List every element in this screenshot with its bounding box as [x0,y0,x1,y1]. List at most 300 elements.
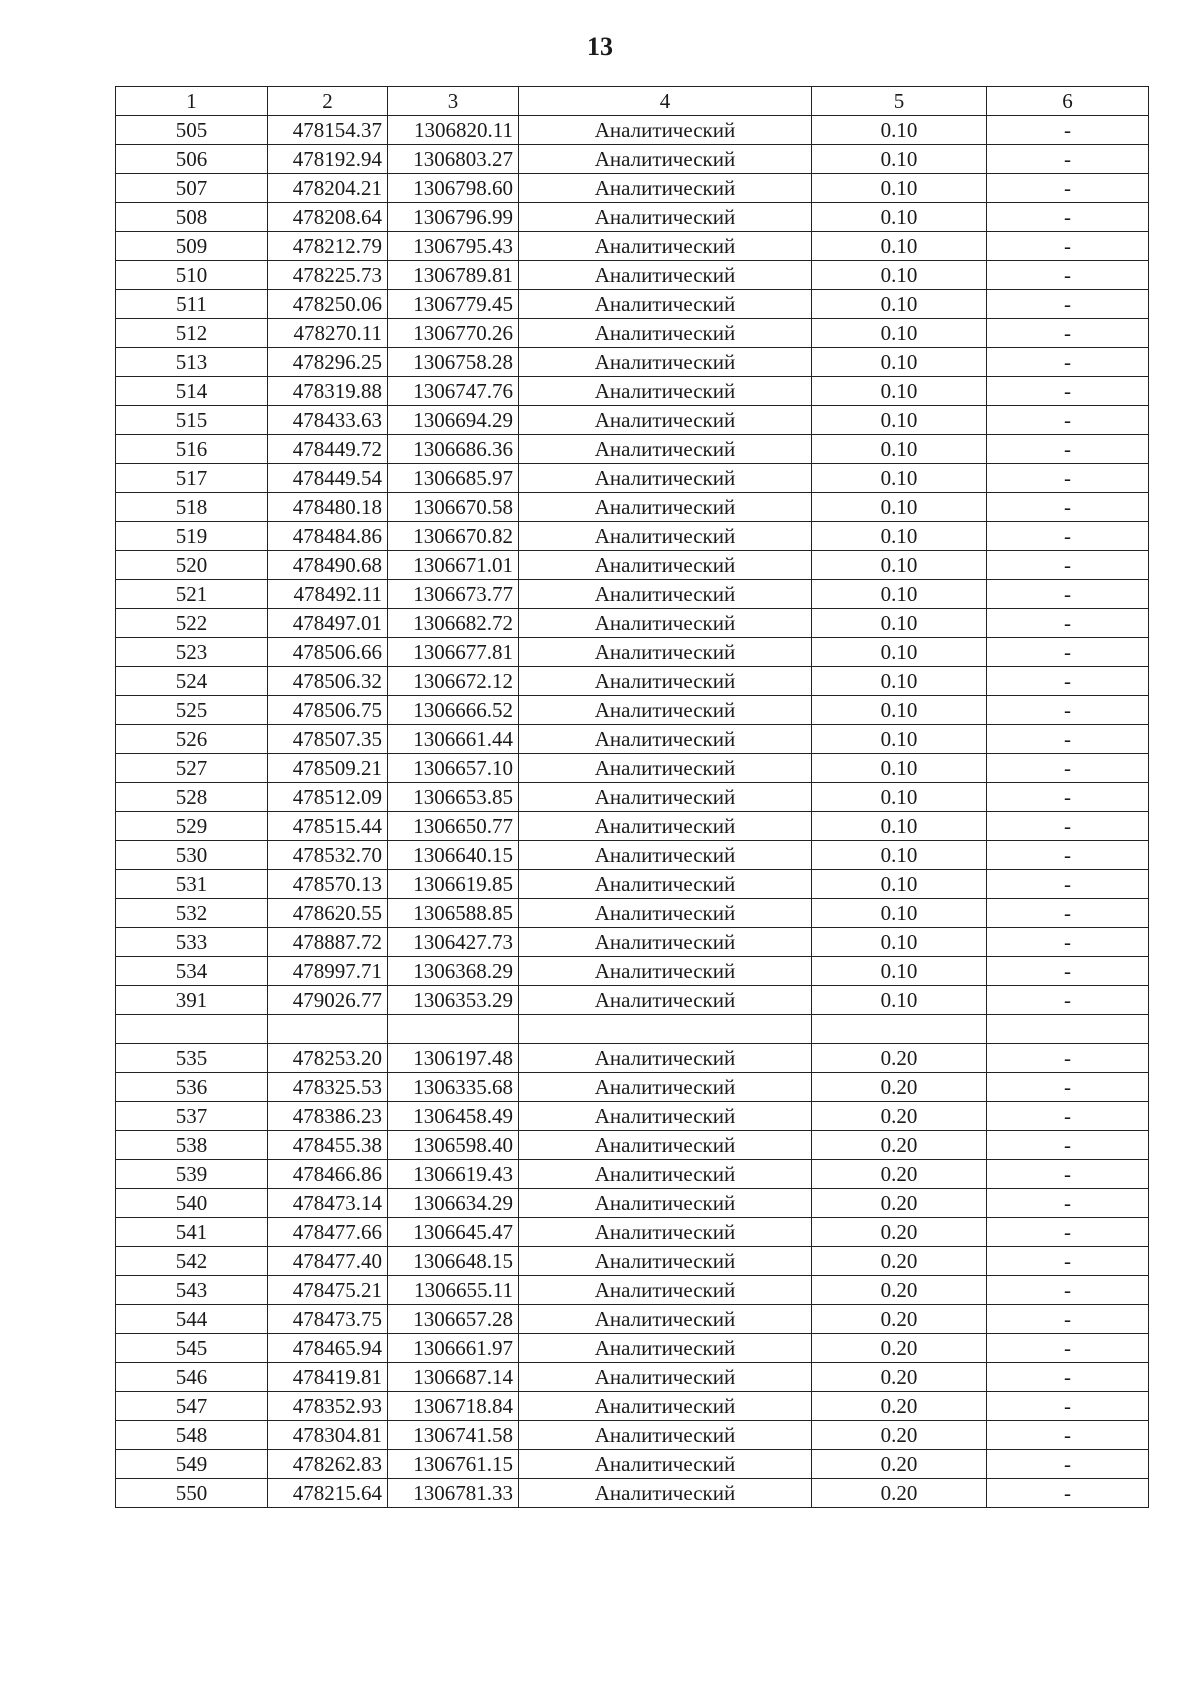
cell-note: - [987,145,1149,174]
cell-method: Аналитический [519,261,812,290]
cell-coordinate-x: 478475.21 [268,1276,388,1305]
cell-accuracy: 0.20 [812,1276,987,1305]
cell-coordinate-y: 1306458.49 [388,1102,519,1131]
cell-method: Аналитический [519,754,812,783]
cell-method: Аналитический [519,580,812,609]
cell-point-number: 509 [116,232,268,261]
cell-note: - [987,1276,1149,1305]
cell-note: - [987,928,1149,957]
cell-point-number: 535 [116,1044,268,1073]
cell-coordinate-y: 1306770.26 [388,319,519,348]
cell-accuracy: 0.10 [812,435,987,464]
cell-method: Аналитический [519,1073,812,1102]
cell-coordinate-y: 1306761.15 [388,1450,519,1479]
header-cell-6: 6 [987,87,1149,116]
cell-method: Аналитический [519,464,812,493]
cell-note: - [987,609,1149,638]
cell-note: - [987,696,1149,725]
cell-coordinate-x: 478253.20 [268,1044,388,1073]
table-row [116,348,1149,377]
cell-coordinate-x: 478620.55 [268,899,388,928]
cell-coordinate-y: 1306650.77 [388,812,519,841]
table-row [116,928,1149,957]
cell-note: - [987,1131,1149,1160]
cell-accuracy: 0.10 [812,464,987,493]
cell-note: - [987,1189,1149,1218]
cell-accuracy: 0.10 [812,928,987,957]
cell-point-number: 521 [116,580,268,609]
cell-method: Аналитический [519,290,812,319]
cell-method: Аналитический [519,609,812,638]
table-row [116,841,1149,870]
cell-coordinate-y: 1306588.85 [388,899,519,928]
cell-accuracy: 0.10 [812,348,987,377]
cell-point-number: 510 [116,261,268,290]
cell-method: Аналитический [519,174,812,203]
cell-note: - [987,1305,1149,1334]
cell-accuracy: 0.10 [812,638,987,667]
cell-coordinate-x: 478532.70 [268,841,388,870]
cell-coordinate-y: 1306655.11 [388,1276,519,1305]
cell-point-number: 523 [116,638,268,667]
cell-coordinate-y: 1306779.45 [388,290,519,319]
table-row [116,1189,1149,1218]
cell-point-number: 506 [116,145,268,174]
cell-accuracy: 0.10 [812,493,987,522]
cell-note: - [987,1450,1149,1479]
cell-coordinate-y: 1306741.58 [388,1421,519,1450]
cell-coordinate-y: 1306661.97 [388,1334,519,1363]
table-row [116,232,1149,261]
cell-coordinate-y: 1306368.29 [388,957,519,986]
cell-accuracy: 0.20 [812,1363,987,1392]
cell-accuracy: 0.20 [812,1218,987,1247]
cell-accuracy: 0.10 [812,899,987,928]
cell-note: - [987,1479,1149,1508]
cell-coordinate-y: 1306661.44 [388,725,519,754]
cell-coordinate-x: 478480.18 [268,493,388,522]
cell-point-number: 522 [116,609,268,638]
cell-coordinate-y: 1306353.29 [388,986,519,1015]
table-row [116,812,1149,841]
cell-coordinate-y: 1306672.12 [388,667,519,696]
cell-method: Аналитический [519,1392,812,1421]
table-row [116,1479,1149,1508]
cell-point-number: 548 [116,1421,268,1450]
cell-method: Аналитический [519,116,812,145]
cell-point-number: 525 [116,696,268,725]
cell-point-number: 531 [116,870,268,899]
cell-note: - [987,348,1149,377]
cell-accuracy: 0.10 [812,145,987,174]
cell-accuracy: 0.20 [812,1131,987,1160]
cell-note: - [987,1334,1149,1363]
table-row [116,551,1149,580]
cell-point-number: 538 [116,1131,268,1160]
cell-point-number: 526 [116,725,268,754]
cell-method: Аналитический [519,551,812,580]
cell-point-number: 515 [116,406,268,435]
cell-point-number: 529 [116,812,268,841]
cell-point-number [116,1015,268,1044]
cell-coordinate-y: 1306758.28 [388,348,519,377]
cell-coordinate-y: 1306670.58 [388,493,519,522]
table-row [116,203,1149,232]
table-row [116,638,1149,667]
table-row [116,899,1149,928]
cell-method: Аналитический [519,203,812,232]
cell-note: - [987,174,1149,203]
cell-coordinate-x: 478352.93 [268,1392,388,1421]
cell-coordinate-x: 478204.21 [268,174,388,203]
cell-note: - [987,754,1149,783]
cell-accuracy: 0.20 [812,1479,987,1508]
cell-note: - [987,319,1149,348]
cell-note: - [987,725,1149,754]
cell-accuracy: 0.10 [812,812,987,841]
cell-method: Аналитический [519,1450,812,1479]
cell-coordinate-x: 478215.64 [268,1479,388,1508]
cell-method: Аналитический [519,1363,812,1392]
cell-coordinate-x: 478386.23 [268,1102,388,1131]
cell-point-number: 505 [116,116,268,145]
cell-coordinate-x: 478319.88 [268,377,388,406]
cell-method: Аналитический [519,1160,812,1189]
cell-point-number: 539 [116,1160,268,1189]
cell-accuracy: 0.10 [812,783,987,812]
cell-coordinate-x: 478455.38 [268,1131,388,1160]
cell-note: - [987,1392,1149,1421]
cell-method: Аналитический [519,1247,812,1276]
table-row [116,783,1149,812]
table-row [116,493,1149,522]
header-cell-4: 4 [519,87,812,116]
cell-point-number: 533 [116,928,268,957]
cell-note: - [987,435,1149,464]
cell-coordinate-y: 1306653.85 [388,783,519,812]
cell-note: - [987,783,1149,812]
cell-coordinate-x: 478192.94 [268,145,388,174]
cell-method: Аналитический [519,783,812,812]
table-row [116,1102,1149,1131]
table-row [116,1218,1149,1247]
cell-coordinate-x: 478212.79 [268,232,388,261]
header-cell-3: 3 [388,87,519,116]
cell-accuracy: 0.10 [812,406,987,435]
table-row [116,1131,1149,1160]
cell-accuracy: 0.10 [812,232,987,261]
cell-point-number: 508 [116,203,268,232]
cell-coordinate-y: 1306687.14 [388,1363,519,1392]
cell-coordinate-x: 479026.77 [268,986,388,1015]
table-row [116,1160,1149,1189]
cell-note: - [987,493,1149,522]
cell-note: - [987,377,1149,406]
cell-coordinate-y: 1306673.77 [388,580,519,609]
cell-point-number: 511 [116,290,268,319]
cell-coordinate-x: 478466.86 [268,1160,388,1189]
cell-point-number: 544 [116,1305,268,1334]
cell-point-number: 547 [116,1392,268,1421]
cell-accuracy: 0.10 [812,174,987,203]
cell-note: - [987,261,1149,290]
cell-point-number: 524 [116,667,268,696]
cell-point-number: 543 [116,1276,268,1305]
table-row [116,116,1149,145]
cell-accuracy: 0.10 [812,377,987,406]
cell-accuracy: 0.20 [812,1247,987,1276]
cell-coordinate-x: 478325.53 [268,1073,388,1102]
cell-point-number: 541 [116,1218,268,1247]
table-row [116,1363,1149,1392]
cell-coordinate-y: 1306781.33 [388,1479,519,1508]
cell-point-number: 540 [116,1189,268,1218]
cell-coordinate-x: 478419.81 [268,1363,388,1392]
cell-accuracy: 0.10 [812,696,987,725]
cell-note: - [987,464,1149,493]
cell-note: - [987,986,1149,1015]
table-row [116,174,1149,203]
cell-note: - [987,899,1149,928]
table-row [116,1247,1149,1276]
cell-coordinate-x: 478304.81 [268,1421,388,1450]
cell-method: Аналитический [519,1044,812,1073]
cell-coordinate-x: 478262.83 [268,1450,388,1479]
cell-note: - [987,551,1149,580]
cell-method: Аналитический [519,1479,812,1508]
cell-method: Аналитический [519,522,812,551]
cell-note: - [987,1102,1149,1131]
cell-accuracy: 0.10 [812,609,987,638]
cell-coordinate-y: 1306598.40 [388,1131,519,1160]
cell-coordinate-x: 478250.06 [268,290,388,319]
table-row [116,1276,1149,1305]
cell-accuracy: 0.20 [812,1334,987,1363]
table-row [116,1015,1149,1044]
cell-coordinate-y: 1306619.85 [388,870,519,899]
cell-point-number: 532 [116,899,268,928]
cell-point-number: 514 [116,377,268,406]
table-row [116,1334,1149,1363]
table-body [116,116,1149,1508]
cell-coordinate-x: 478506.66 [268,638,388,667]
cell-method: Аналитический [519,1305,812,1334]
cell-note: - [987,232,1149,261]
cell-point-number: 534 [116,957,268,986]
cell-coordinate-y: 1306427.73 [388,928,519,957]
cell-note: - [987,1421,1149,1450]
cell-accuracy: 0.10 [812,580,987,609]
cell-coordinate-y: 1306747.76 [388,377,519,406]
cell-coordinate-x: 478484.86 [268,522,388,551]
cell-coordinate-y: 1306718.84 [388,1392,519,1421]
table-row [116,1305,1149,1334]
cell-note: - [987,957,1149,986]
cell-accuracy: 0.10 [812,522,987,551]
table-row [116,609,1149,638]
cell-coordinate-y: 1306657.28 [388,1305,519,1334]
cell-note: - [987,870,1149,899]
table-row [116,696,1149,725]
cell-method: Аналитический [519,870,812,899]
table-row [116,406,1149,435]
table-row [116,986,1149,1015]
cell-method: Аналитический [519,928,812,957]
cell-coordinate-y: 1306677.81 [388,638,519,667]
cell-method: Аналитический [519,1421,812,1450]
cell-note: - [987,812,1149,841]
cell-method: Аналитический [519,841,812,870]
cell-accuracy: 0.10 [812,116,987,145]
cell-method: Аналитический [519,493,812,522]
cell-coordinate-x: 478225.73 [268,261,388,290]
cell-note: - [987,1073,1149,1102]
cell-coordinate-x: 478433.63 [268,406,388,435]
cell-coordinate-x: 478465.94 [268,1334,388,1363]
cell-coordinate-x: 478296.25 [268,348,388,377]
cell-method: Аналитический [519,957,812,986]
cell-coordinate-x: 478477.40 [268,1247,388,1276]
cell-method: Аналитический [519,1189,812,1218]
cell-note: - [987,667,1149,696]
table-row [116,522,1149,551]
cell-accuracy: 0.10 [812,667,987,696]
cell-coordinate-y: 1306798.60 [388,174,519,203]
cell-coordinate-x: 478449.72 [268,435,388,464]
cell-coordinate-x: 478570.13 [268,870,388,899]
table-row [116,377,1149,406]
cell-accuracy: 0.10 [812,261,987,290]
cell-coordinate-x [268,1015,388,1044]
cell-note: - [987,406,1149,435]
cell-point-number: 512 [116,319,268,348]
cell-coordinate-y: 1306619.43 [388,1160,519,1189]
cell-point-number: 549 [116,1450,268,1479]
table-row [116,464,1149,493]
cell-accuracy: 0.20 [812,1102,987,1131]
cell-note [987,1015,1149,1044]
cell-accuracy: 0.20 [812,1073,987,1102]
cell-accuracy: 0.10 [812,841,987,870]
header-cell-2: 2 [268,87,388,116]
cell-coordinate-y: 1306796.99 [388,203,519,232]
table-row [116,1421,1149,1450]
cell-point-number: 546 [116,1363,268,1392]
cell-method: Аналитический [519,406,812,435]
cell-coordinate-y: 1306694.29 [388,406,519,435]
cell-coordinate-x: 478997.71 [268,957,388,986]
cell-coordinate-x: 478154.37 [268,116,388,145]
cell-coordinate-y: 1306657.10 [388,754,519,783]
cell-note: - [987,1044,1149,1073]
cell-accuracy: 0.20 [812,1044,987,1073]
cell-method: Аналитический [519,812,812,841]
cell-point-number: 519 [116,522,268,551]
cell-coordinate-x: 478512.09 [268,783,388,812]
cell-point-number: 528 [116,783,268,812]
cell-coordinate-y: 1306803.27 [388,145,519,174]
cell-method: Аналитический [519,1334,812,1363]
cell-note: - [987,203,1149,232]
cell-method: Аналитический [519,696,812,725]
cell-accuracy: 0.20 [812,1189,987,1218]
cell-coordinate-x: 478506.75 [268,696,388,725]
cell-method: Аналитический [519,1218,812,1247]
cell-coordinate-y: 1306789.81 [388,261,519,290]
cell-method: Аналитический [519,1276,812,1305]
cell-point-number: 517 [116,464,268,493]
table-row [116,580,1149,609]
cell-method: Аналитический [519,435,812,464]
cell-accuracy: 0.20 [812,1305,987,1334]
cell-point-number: 550 [116,1479,268,1508]
cell-method: Аналитический [519,232,812,261]
cell-point-number: 391 [116,986,268,1015]
cell-accuracy: 0.10 [812,957,987,986]
cell-coordinate-y: 1306645.47 [388,1218,519,1247]
cell-note: - [987,290,1149,319]
cell-accuracy: 0.10 [812,319,987,348]
cell-coordinate-x: 478208.64 [268,203,388,232]
cell-accuracy: 0.20 [812,1450,987,1479]
table-row [116,1392,1149,1421]
cell-coordinate-y: 1306634.29 [388,1189,519,1218]
cell-coordinate-y: 1306820.11 [388,116,519,145]
cell-point-number: 545 [116,1334,268,1363]
cell-note: - [987,1218,1149,1247]
cell-method: Аналитический [519,377,812,406]
table-row [116,870,1149,899]
table-row [116,319,1149,348]
cell-point-number: 516 [116,435,268,464]
cell-method: Аналитический [519,145,812,174]
cell-coordinate-x: 478473.14 [268,1189,388,1218]
cell-note: - [987,1247,1149,1276]
header-cell-1: 1 [116,87,268,116]
cell-note: - [987,116,1149,145]
cell-method: Аналитический [519,1131,812,1160]
cell-coordinate-y: 1306682.72 [388,609,519,638]
cell-note: - [987,522,1149,551]
cell-coordinate-x: 478492.11 [268,580,388,609]
cell-method: Аналитический [519,986,812,1015]
cell-accuracy: 0.20 [812,1160,987,1189]
table-row [116,1044,1149,1073]
cell-coordinate-y: 1306795.43 [388,232,519,261]
cell-accuracy: 0.10 [812,551,987,580]
cell-method: Аналитический [519,319,812,348]
coordinates-table [115,86,1149,1508]
cell-accuracy: 0.20 [812,1392,987,1421]
cell-note: - [987,1160,1149,1189]
cell-method [519,1015,812,1044]
cell-coordinate-y: 1306666.52 [388,696,519,725]
cell-point-number: 518 [116,493,268,522]
cell-point-number: 507 [116,174,268,203]
cell-point-number: 527 [116,754,268,783]
cell-point-number: 513 [116,348,268,377]
cell-point-number: 520 [116,551,268,580]
cell-accuracy [812,1015,987,1044]
table-row [116,1073,1149,1102]
cell-method: Аналитический [519,348,812,377]
cell-coordinate-y: 1306335.68 [388,1073,519,1102]
cell-method: Аналитический [519,667,812,696]
cell-coordinate-x: 478473.75 [268,1305,388,1334]
cell-point-number: 536 [116,1073,268,1102]
cell-coordinate-y [388,1015,519,1044]
header-cell-5: 5 [812,87,987,116]
